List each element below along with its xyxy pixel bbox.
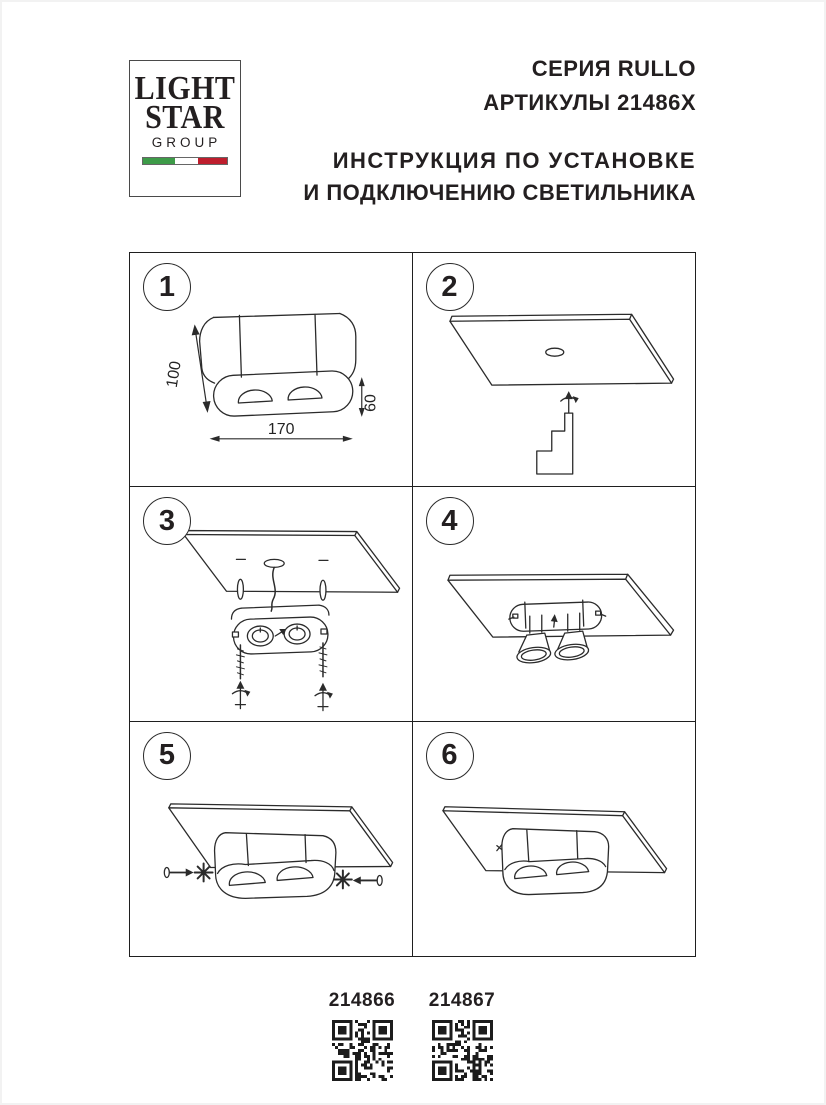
wire-steps-icon [536,397,576,474]
step-1-number-badge [143,263,191,311]
fixture-body [200,313,356,416]
spark-mark [195,863,213,881]
step-6-number-badge [426,732,474,780]
screw-icon-left [232,687,248,709]
depth-dimension-label: 60 [362,394,380,412]
instruction-title-line1: ИНСТРУКЦИЯ ПО УСТАНОВКЕ [332,148,696,173]
step-6-panel [413,722,696,956]
height-dimension-label: 100 [163,359,185,389]
mounting-base [509,600,602,633]
step-number: 2 [441,270,458,303]
steps-grid [129,252,696,957]
step-number: 4 [441,504,458,537]
mounted-fixture [496,828,608,894]
article-number: 214866 [328,990,396,1011]
logo-star-text: STAR [145,98,225,136]
step-1-panel [130,253,413,487]
italian-flag-bar [142,157,228,165]
step-2-panel [413,253,696,487]
qr-code-214867 [432,1020,493,1081]
step-4-panel [413,487,696,721]
screw-icon-right [315,689,331,711]
ceiling-panel [449,314,673,385]
series-title: СЕРИЯ RULLO [531,56,696,81]
instruction-title-line2: И ПОДКЛЮЧЕНИЮ СВЕТИЛЬНИКА [303,180,696,205]
flag-green-segment [143,158,175,164]
step-4-number-badge [426,497,474,545]
article-code-block-214866 [327,990,397,1086]
dowel-right [320,581,326,601]
step-3-panel [130,487,413,721]
articles-title: АРТИКУЛЫ 21486X [483,90,696,115]
step-5-number-badge [143,732,191,780]
step-5-panel [130,722,413,956]
step-number: 5 [158,739,176,772]
flag-white-segment [175,158,198,164]
lightstar-logo [129,60,241,197]
fixture-shade [215,832,336,898]
step-number: 1 [158,270,176,303]
article-number: 214867 [428,990,496,1011]
step-number: 6 [441,739,458,772]
logo-group-text: GROUP [151,135,222,150]
step-number: 3 [158,504,176,537]
spark-mark [334,870,352,888]
dowel-left [237,580,243,600]
spotlight-bulb-left [515,633,551,665]
document-titles [303,56,696,206]
width-dimension-label: 170 [267,420,295,438]
flag-red-segment [198,158,227,164]
ceiling-panel [184,531,400,593]
logo-light-text: LIGHT [134,69,236,107]
step-2-number-badge [426,263,474,311]
article-code-block-214867 [427,990,497,1086]
qr-code-214866 [332,1020,393,1081]
step-3-number-badge [143,497,191,545]
